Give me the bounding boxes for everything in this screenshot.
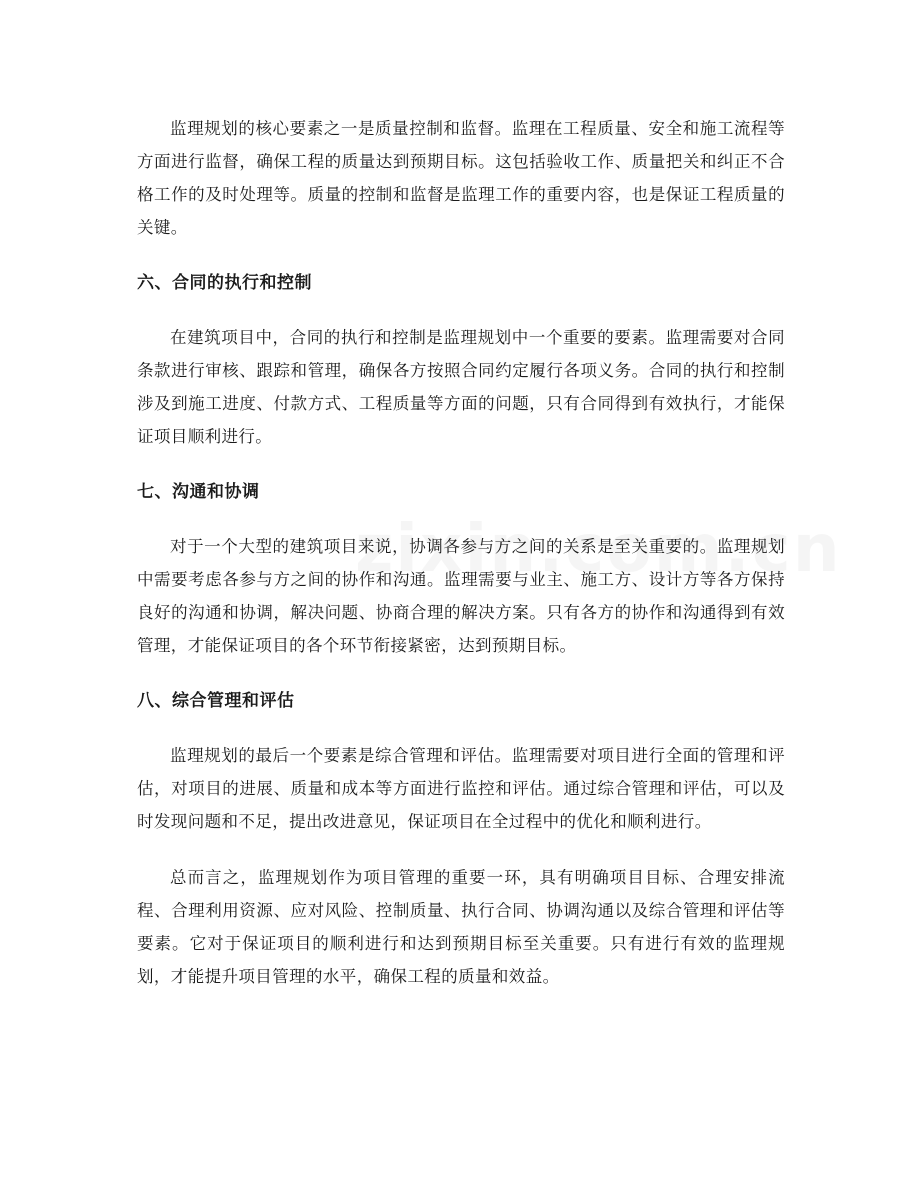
section-heading-communication: 七、沟通和协调 — [137, 482, 260, 502]
document-body — [137, 112, 785, 1016]
paragraph-conclusion: 总而言之，监理规划作为项目管理的重要一环，具有明确项目目标、合理安排流程、合理利用资源、应对风险、控制质量、执行合同、协调沟通以及综合管理和评估等要素。它对于保证项目的顺利进行和达到预期目标至关重要。只有进行有效的监理规划，才能提升项目管理的水平，确保工程的质量和效益。 — [137, 868, 785, 986]
paragraph-management: 监理规划的最后一个要素是综合管理和评估。监理需要对项目进行全面的管理和评估，对项目的进展、质量和成本等方面进行监控和评估。通过综合管理和评估，可以及时发现问题和不足，提出改进意见，保证项目在全过程中的优化和顺利进行。 — [137, 746, 785, 831]
paragraph-contract: 在建筑项目中，合同的执行和控制是监理规划中一个重要的要素。监理需要对合同条款进行审核、跟踪和管理，确保各方按照合同约定履行各项义务。合同的执行和控制涉及到施工进度、付款方式、工程质量等方面的问题，只有合同得到有效执行，才能保证项目顺利进行。 — [137, 328, 785, 446]
section-heading-management: 八、综合管理和评估 — [137, 691, 295, 711]
section-heading-contract: 六、合同的执行和控制 — [137, 273, 312, 293]
paragraph-quality-control: 监理规划的核心要素之一是质量控制和监督。监理在工程质量、安全和施工流程等方面进行监督，确保工程的质量达到预期目标。这包括验收工作、质量把关和纠正不合格工作的及时处理等。质量的控制和监督是监理工作的重要内容，也是保证工程质量的关键。 — [137, 119, 785, 237]
paragraph-communication: 对于一个大型的建筑项目来说，协调各参与方之间的关系是至关重要的。监理规划中需要考虑各参与方之间的协作和沟通。监理需要与业主、施工方、设计方等各方保持良好的沟通和协调，解决问题、协商合理的解决方案。只有各方的协作和沟通得到有效管理，才能保证项目的各个环节衔接紧密，达到预期目标。 — [137, 537, 785, 655]
